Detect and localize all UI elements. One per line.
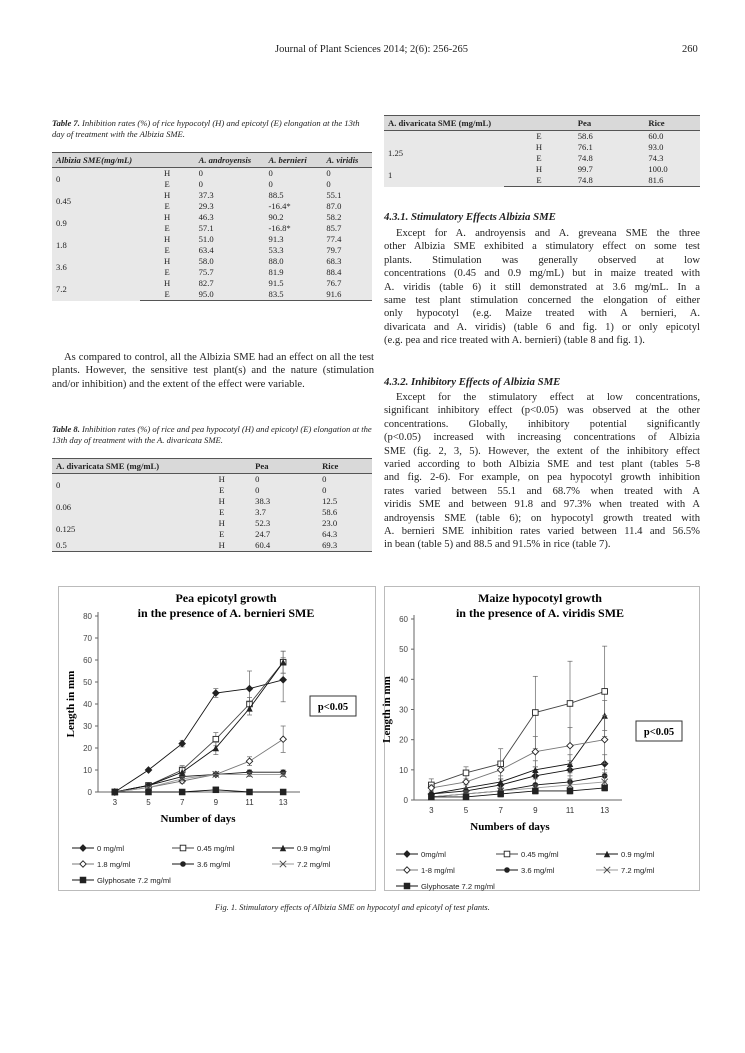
organ-cell: E xyxy=(192,507,251,518)
value-cell: 77.4 xyxy=(322,234,372,245)
y-tick-label: 20 xyxy=(83,744,92,753)
text-line: concentrations. Globally, inhibitory potential significantly xyxy=(384,418,700,430)
y-tick-label: 20 xyxy=(399,735,408,745)
organ-cell: H xyxy=(140,212,195,223)
data-point xyxy=(602,689,608,695)
x-axis-label: Number of days xyxy=(160,813,236,825)
legend-label: 3.6 mg/ml xyxy=(521,866,555,875)
value-cell: 100.0 xyxy=(644,164,700,175)
data-point xyxy=(504,851,510,857)
value-cell: 93.0 xyxy=(644,142,700,153)
value-cell: 81.6 xyxy=(644,175,700,187)
table-row xyxy=(52,518,372,529)
data-point xyxy=(280,789,286,795)
data-point xyxy=(180,845,186,851)
value-cell: 64.3 xyxy=(318,529,372,540)
header-cell: A. viridis xyxy=(322,153,372,168)
organ-cell: E xyxy=(140,201,195,212)
value-cell: 91.5 xyxy=(265,278,323,289)
value-cell: 0 xyxy=(195,179,265,190)
legend-label: 0 mg/ml xyxy=(97,844,125,853)
text-line: other Albizia SME exhibited a stimulatory effect on some test xyxy=(384,241,700,253)
value-cell: 91.6 xyxy=(322,289,372,301)
value-cell: 24.7 xyxy=(251,529,318,540)
page-number: 260 xyxy=(682,44,698,55)
value-cell: 74.3 xyxy=(644,153,700,164)
table8-continued xyxy=(384,115,700,187)
table8 xyxy=(52,458,372,552)
concentration-cell: 1.25 xyxy=(384,142,504,164)
legend-label: 0.45 mg/ml xyxy=(521,850,559,859)
value-cell: 58.2 xyxy=(322,212,372,223)
y-tick-label: 80 xyxy=(83,612,92,621)
organ-cell: H xyxy=(140,278,195,289)
chart-title-line1: Pea epicotyl growth xyxy=(175,591,277,605)
organ-cell: H xyxy=(192,474,251,486)
table8-caption-label: Table 8. xyxy=(52,424,80,434)
data-point xyxy=(146,789,152,795)
value-cell: 90.2 xyxy=(265,212,323,223)
value-cell: 88.0 xyxy=(265,256,323,267)
legend-label: 1-8 mg/ml xyxy=(421,866,455,875)
data-point xyxy=(180,861,186,867)
table7-caption xyxy=(52,118,372,140)
y-tick-label: 10 xyxy=(399,765,408,775)
text-line: significant inhibitory effect (p<0.05) was observed at the other xyxy=(384,405,700,417)
concentration-cell xyxy=(384,131,504,143)
text-line: androyensis SME (table 6); on hypocotyl growth treated with xyxy=(384,512,700,524)
table7-caption-text: Inhibition rates (%) of rice hypocotyl (H) and epicotyl (E) elongation at the 13th day of treatment with the Albizia SME. xyxy=(52,118,360,139)
organ-cell: E xyxy=(192,529,251,540)
value-cell: -16.8* xyxy=(265,223,323,234)
value-cell: 0 xyxy=(322,168,372,180)
annotation-text: p<0.05 xyxy=(317,702,349,713)
data-point xyxy=(179,789,185,795)
value-cell: 87.0 xyxy=(322,201,372,212)
text-line: (e.g. pea and rice treated with A. bernieri) (table 8 and fig. 1). xyxy=(384,335,645,347)
header-cell: A. bernieri xyxy=(265,153,323,168)
value-cell: 46.3 xyxy=(195,212,265,223)
header-cell xyxy=(504,116,573,131)
y-axis-label: Length in mm xyxy=(65,670,77,738)
value-cell: 74.8 xyxy=(574,175,645,187)
data-point xyxy=(80,877,86,883)
concentration-cell: 0.45 xyxy=(52,190,140,212)
organ-cell: H xyxy=(140,256,195,267)
header-cell: A. divaricata SME (mg/mL) xyxy=(52,459,192,474)
y-tick-label: 30 xyxy=(83,722,92,731)
text-line: Except for A. androyensis and A. greveana SME the three xyxy=(396,228,700,239)
concentration-cell: 0.125 xyxy=(52,518,192,540)
section-431-heading: 4.3.1. Stimulatory Effects Albizia SME xyxy=(384,211,556,223)
organ-cell: E xyxy=(140,179,195,190)
value-cell: 0 xyxy=(265,168,323,180)
text-line: A. viridis (table 6) it still demonstrated at 3.6 mg/mL. In a xyxy=(384,281,700,293)
concentration-cell: 1 xyxy=(384,164,504,187)
value-cell: 12.5 xyxy=(318,496,372,507)
table-row xyxy=(52,256,372,267)
text-line: only hypocotyl (e.g. Maize treated with A bernieri, A. xyxy=(384,308,700,320)
header-cell: A. divaricata SME (mg/mL) xyxy=(384,116,504,131)
text-line: concentrations (0.45 and 0.9 mg/mL) but in maize treated with xyxy=(384,268,700,280)
left-paragraph: As compared to control, all the Albizia SME had an effect on all the test plants. However, the sensitive test plant(s) and the nature (stimulation and/or inhibition) and the extent of the effect were variable. xyxy=(52,352,374,390)
x-tick-label: 7 xyxy=(179,798,185,807)
maize-hypocotyl-chart xyxy=(381,586,700,891)
header-cell: A. androyensis xyxy=(195,153,265,168)
value-cell: 81.9 xyxy=(265,267,323,278)
value-cell: 3.7 xyxy=(251,507,318,518)
organ-cell: E xyxy=(192,485,251,496)
table-row xyxy=(52,190,372,201)
legend-label: 0mg/ml xyxy=(421,850,446,859)
value-cell: 52.3 xyxy=(251,518,318,529)
organ-cell: H xyxy=(192,540,251,552)
y-axis-label: Length in mm xyxy=(381,676,393,743)
legend-label: 0.9 mg/ml xyxy=(621,850,655,859)
legend-label: 3.6 mg/ml xyxy=(197,860,231,869)
table-row xyxy=(52,496,372,507)
value-cell: 0 xyxy=(318,474,372,486)
organ-cell: H xyxy=(504,164,573,175)
value-cell: 0 xyxy=(251,485,318,496)
value-cell: 29.3 xyxy=(195,201,265,212)
section-432-body xyxy=(384,391,700,552)
value-cell: 95.0 xyxy=(195,289,265,301)
organ-cell: E xyxy=(140,245,195,256)
x-tick-label: 9 xyxy=(213,798,219,807)
data-point xyxy=(463,794,469,800)
x-axis-label: Numbers of days xyxy=(470,821,550,833)
legend-label: 0.9 mg/ml xyxy=(297,844,331,853)
value-cell: 69.3 xyxy=(318,540,372,552)
table-row xyxy=(52,474,372,486)
data-point xyxy=(567,788,573,794)
x-tick-label: 13 xyxy=(278,798,288,807)
text-line: in bean (table 5) and 88.5 and 91.5% in rice (table 7). xyxy=(384,539,611,551)
table-row xyxy=(52,168,372,180)
concentration-cell: 1.8 xyxy=(52,234,140,256)
data-point xyxy=(567,701,573,707)
data-point xyxy=(602,785,608,791)
value-cell: 91.3 xyxy=(265,234,323,245)
chart-title-line2: in the presence of A. bernieri SME xyxy=(137,606,315,620)
legend-label: 1.8 mg/ml xyxy=(97,860,131,869)
organ-cell: E xyxy=(504,153,573,164)
annotation-text: p<0.05 xyxy=(643,727,675,738)
text-line: Except for the stimulatory effect at low concentrations, xyxy=(396,392,700,403)
header-cell: Rice xyxy=(318,459,372,474)
chart-title-line2: in the presence of A. viridis SME xyxy=(455,606,625,620)
running-header xyxy=(0,44,745,60)
value-cell: 58.6 xyxy=(318,507,372,518)
header-cell xyxy=(192,459,251,474)
concentration-cell: 0 xyxy=(52,168,140,191)
y-tick-label: 70 xyxy=(83,634,92,643)
legend-label: 7.2 mg/ml xyxy=(621,866,655,875)
table-row xyxy=(52,234,372,245)
organ-cell: E xyxy=(140,289,195,301)
value-cell: 63.4 xyxy=(195,245,265,256)
value-cell: 99.7 xyxy=(574,164,645,175)
x-tick-label: 11 xyxy=(565,806,575,815)
x-tick-label: 3 xyxy=(429,806,434,815)
header-cell: Pea xyxy=(574,116,645,131)
y-tick-label: 10 xyxy=(83,766,92,775)
x-tick-label: 11 xyxy=(245,798,254,807)
value-cell: 76.1 xyxy=(574,142,645,153)
text-line: SME (fig. 2, 3, 5). However, the extent of the inhibitory effect xyxy=(384,445,700,457)
x-tick-label: 13 xyxy=(600,806,610,815)
table-row xyxy=(384,164,700,175)
text-line: rates varied between 55.1 and 68.7% when treated with A xyxy=(384,485,700,497)
text-line: same test plant stimulation concerned the elongation of either xyxy=(384,295,700,307)
value-cell: 88.5 xyxy=(265,190,323,201)
organ-cell: H xyxy=(140,234,195,245)
value-cell: 83.5 xyxy=(265,289,323,301)
value-cell: 0 xyxy=(322,179,372,190)
data-point xyxy=(404,883,410,889)
value-cell: 79.7 xyxy=(322,245,372,256)
concentration-cell: 7.2 xyxy=(52,278,140,301)
journal-title: Journal of Plant Sciences 2014; 2(6): 256-265 xyxy=(275,44,469,55)
table7-caption-label: Table 7. xyxy=(52,118,80,128)
organ-cell: H xyxy=(140,190,195,201)
data-point xyxy=(504,867,510,873)
concentration-cell: 0.06 xyxy=(52,496,192,518)
header-cell: Rice xyxy=(644,116,700,131)
value-cell: -16.4* xyxy=(265,201,323,212)
y-tick-label: 60 xyxy=(83,656,92,665)
data-point xyxy=(247,789,253,795)
y-tick-label: 40 xyxy=(83,700,92,709)
value-cell: 23.0 xyxy=(318,518,372,529)
value-cell: 51.0 xyxy=(195,234,265,245)
data-point xyxy=(463,770,469,776)
table-row xyxy=(52,212,372,223)
text-line: (p<0.05) increased with increasing concentrations of Albizia xyxy=(384,432,700,444)
value-cell: 58.6 xyxy=(574,131,645,143)
header-cell: Pea xyxy=(251,459,318,474)
text-line: varied according to both Albizia SME and test plant (tables 5-8 xyxy=(384,459,700,471)
concentration-cell: 0.9 xyxy=(52,212,140,234)
value-cell: 85.7 xyxy=(322,223,372,234)
x-tick-label: 7 xyxy=(498,806,503,815)
organ-cell: E xyxy=(140,223,195,234)
y-tick-label: 30 xyxy=(399,705,408,715)
chart-title-line1: Maize hypocotyl growth xyxy=(478,591,602,605)
value-cell: 0 xyxy=(251,474,318,486)
organ-cell: H xyxy=(192,518,251,529)
y-tick-label: 50 xyxy=(83,678,92,687)
data-point xyxy=(533,710,539,716)
x-tick-label: 5 xyxy=(463,806,469,815)
y-tick-label: 0 xyxy=(403,796,408,805)
data-point xyxy=(112,789,118,795)
x-tick-label: 5 xyxy=(146,798,151,807)
value-cell: 74.8 xyxy=(574,153,645,164)
y-tick-label: 0 xyxy=(87,788,92,797)
value-cell: 88.4 xyxy=(322,267,372,278)
x-tick-label: 3 xyxy=(112,798,118,807)
data-point xyxy=(533,788,539,794)
text-line: plants. Stimulation was generally observed at low xyxy=(384,254,700,266)
organ-cell: E xyxy=(504,131,573,143)
value-cell: 57.1 xyxy=(195,223,265,234)
value-cell: 38.3 xyxy=(251,496,318,507)
y-tick-label: 50 xyxy=(399,645,408,655)
concentration-cell: 3.6 xyxy=(52,256,140,278)
text-line: divaricata and A. viridis) (table 6 and fig. 1) or only epicotyl xyxy=(384,321,700,333)
organ-cell: H xyxy=(140,168,195,180)
value-cell: 55.1 xyxy=(322,190,372,201)
y-tick-label: 60 xyxy=(399,615,408,624)
organ-cell: E xyxy=(504,175,573,187)
table-row xyxy=(384,131,700,143)
section-431-body xyxy=(384,227,700,348)
text-line: viridis SME and between 91.8 and 97.3% when treated with A xyxy=(384,499,700,511)
value-cell: 60.0 xyxy=(644,131,700,143)
text-line: and fig. 2-6). For example, on pea hypocotyl growth inhibition xyxy=(384,472,700,484)
value-cell: 58.0 xyxy=(195,256,265,267)
table-row xyxy=(52,540,372,552)
legend-label: 0.45 mg/ml xyxy=(197,844,235,853)
table-row xyxy=(384,142,700,153)
table8-caption-text: Inhibition rates (%) of rice and pea hypocotyl (H) and epicotyl (E) elongation at the 13th day of treatment with the A. divaricata SME. xyxy=(52,424,372,445)
organ-cell: H xyxy=(192,496,251,507)
value-cell: 0 xyxy=(318,485,372,496)
organ-cell: E xyxy=(140,267,195,278)
value-cell: 82.7 xyxy=(195,278,265,289)
figure-caption: Fig. 1. Stimulatory effects of Albizia SME on hypocotyl and epicotyl of test plants. xyxy=(215,903,490,912)
legend-label: 7.2 mg/ml xyxy=(297,860,331,869)
value-cell: 68.3 xyxy=(322,256,372,267)
value-cell: 0 xyxy=(265,179,323,190)
data-point xyxy=(213,787,219,793)
table8-caption xyxy=(52,424,372,446)
x-tick-label: 9 xyxy=(533,806,538,815)
header-cell: Albizia SME(mg/mL) xyxy=(52,153,140,168)
value-cell: 60.4 xyxy=(251,540,318,552)
organ-cell: H xyxy=(504,142,573,153)
value-cell: 37.3 xyxy=(195,190,265,201)
y-tick-label: 40 xyxy=(399,675,408,685)
pea-epicotyl-chart xyxy=(58,586,376,891)
data-point xyxy=(429,794,435,800)
value-cell: 76.7 xyxy=(322,278,372,289)
table-row xyxy=(52,278,372,289)
value-cell: 0 xyxy=(195,168,265,180)
legend-label: Glyphosate 7.2 mg/ml xyxy=(421,882,495,891)
concentration-cell: 0 xyxy=(52,474,192,497)
data-point xyxy=(498,791,504,797)
text-line: A. bernieri SME inhibition rates varied between 11.4 and 56.5% xyxy=(384,526,700,538)
value-cell: 53.3 xyxy=(265,245,323,256)
table7 xyxy=(52,152,372,301)
section-432-heading: 4.3.2. Inhibitory Effects of Albizia SME xyxy=(384,376,561,388)
value-cell: 75.7 xyxy=(195,267,265,278)
header-cell xyxy=(140,153,195,168)
legend-label: Glyphosate 7.2 mg/ml xyxy=(97,876,171,885)
concentration-cell: 0.5 xyxy=(52,540,192,552)
